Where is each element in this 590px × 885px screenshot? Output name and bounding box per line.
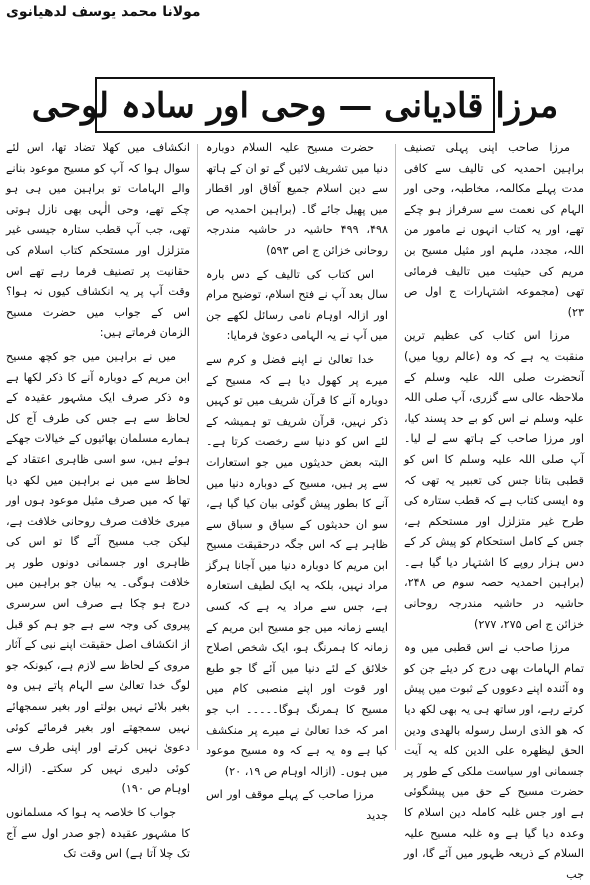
quote-paragraph: خدا تعالیٰ نے اپنے فضل و کرم سے میرے پر کھول دیا ہے کہ مسیح کے دوبارہ آنے کا قرآن شریف میں تو کہیں ذکر نہیں، قرآن شریف تو ہمیشہ کے لئے اس کو دنیا سے رخصت کرتا ہے۔ البتہ بعض حدیثوں میں جو استعارات سے پر ہیں، مسیح کے دوبارہ دنیا میں آنے کا بطور پیش گوئی بیان کیا گیا ہے، سو ان حدیثوں کے سیاق و سباق سے ظاہر ہے کہ اس جگہ درحقیقت مسیح ابن مریم کا دوبارہ دنیا میں آجانا ہرگز مراد نہیں، بلکہ یہ ایک لطیف استعارہ ہے، جس سے مراد یہ ہے کہ کسی ایسے زمانہ میں جو مسیح ابن مریم کے زمانہ کا ہمرنگ ہو، ایک شخص اصلاح خلائق کے لئے دنیا میں آئے گا جو طبع اور قوت اور اپنے منصبی کام میں مسیح کا ہمرنگ ہوگا۔۔۔۔۔ اب جو امر کہ خدا تعالیٰ نے میرے پر منکشف کیا ہے وہ یہ ہے کہ وہ مسیح موعود میں ہوں۔ (ازالہ اوہام ص ۱۹، ۲۰) xyxy=(206,352,388,778)
column-divider xyxy=(197,144,198,750)
column-right xyxy=(404,138,584,881)
column-divider xyxy=(395,144,396,750)
column-middle xyxy=(206,138,388,822)
article-title-box xyxy=(31,77,559,133)
quote-paragraph: میں نے براہین میں جو کچھ مسیح ابن مریم کے دوبارہ آنے کا ذکر لکھا ہے وہ ذکر صرف ایک مشہور عقیدہ کے لحاظ سے ہے جس کی طرف آج کل ہمارے مسلمان بھائیوں کے خیالات جھکے ہوئے ہیں، سو اسی ظاہری اعتقاد کے لحاظ سے میں نے براہین میں لکھ دیا تھا کہ میں صرف مثیل موعود ہوں اور میری خلافت صرف روحانی خلافت ہے، لیکن جب مسیح آئے گا تو اس کی ظاہری اور جسمانی دونوں طور پر خلافت ہوگی۔ یہ بیان جو براہین میں درج ہو چکا ہے صرف اس سرسری پیروی کی وجہ سے ہے جو ہم کو قبل از انکشاف اصل حقیقت اپنے نبی کے آثار مروی کے لحاظ سے لازم ہے، کیونکہ جو لوگ خدا تعالیٰ سے الہام پاتے ہیں وہ بغیر بلائے نہیں بولتے اور بغیر سمجھائے نہیں سمجھتے اور بغیر فرمائے کوئی دعویٰ نہیں کرتے اور اپنی طرف سے کوئی دلیری نہیں کر سکتے۔ (ازالہ اوہام ص ۱۹۰) xyxy=(6,349,190,796)
article-body xyxy=(6,138,584,881)
paragraph: مرزا اس کتاب کی عظیم ترین منقبت یہ ہے کہ وہ (عالم رویا میں) آنحضرت صلی اللہ علیہ وسلم کے ملاحظہ عالی سے گزری، آپ صلی اللہ علیہ وسلم نے اس کو بے حد پسند کیا، اور مرزا صاحب کے ہاتھ سے لے لیا۔ آپ صلی اللہ علیہ وسلم کا اس کو قطبی بتانا جس کی تعبیر یہ تھی کہ وہ ایسی کتاب ہے کہ قطب ستارہ کی طرح غیر متزلزل اور مستحکم ہے، جس کے کامل استحکام کو پیش کر کے دس ہزار روپے کا اشتہار دیا گیا ہے۔ (براہین احمدیہ حصہ سوم ص ۲۴۸، حاشیہ در حاشیہ مندرجہ روحانی خزائن ج اص ۲۷۵، ۲۷۷) xyxy=(404,329,584,631)
paragraph: جواب کا خلاصہ یہ ہوا کہ مسلمانوں کا مشہور عقیدہ (جو صدر اول سے آج تک چلا آتا ہے) اس وقت تک xyxy=(6,806,190,861)
paragraph: انکشاف میں کھلا تضاد تھا، اس لئے سوال ہوا کہ آپ کو مسیح موعود بنانے والے الہامات تو براہین میں ہی ہو چکے تھے، وحی الٰہی بھی نازل ہوتی تھی، جب آپ قطب ستارہ جیسی غیر متزلزل اور مستحکم کتاب اسلام کی حقانیت پر تصنیف فرما رہے تھے اس وقت آپ پر یہ انکشاف کیوں نہ ہوا؟ اس کے جواب میں حضرت مسیح الزمان فرماتے ہیں: xyxy=(6,141,190,340)
author-name: مولانا محمد یوسف لدھیانوی xyxy=(6,4,201,20)
paragraph: حضرت مسیح علیہ السلام دوبارہ دنیا میں تشریف لائیں گے تو ان کے ہاتھ سے دین اسلام جمیع آفاق اور اقطار میں پھیل جائے گا۔ (براہین احمدیہ ص ۴۹۸، ۴۹۹ حاشیہ در حاشیہ مندرجہ روحانی خزائن ج اص ۵۹۳) xyxy=(206,141,388,257)
paragraph: مرزا صاحب کے پہلے موقف اور اس جدید xyxy=(206,788,388,822)
paragraph: مرزا صاحب اپنی پہلی تصنیف براہین احمدیہ کی تالیف سے کافی مدت پہلے مکالمہ، مخاطبہ، وحی اور الہام کی نعمت سے سرفراز ہو چکے تھے، اور یہ کتاب انہوں نے مامور من اللہ، مجدد، ملہم اور مثیل مسیح بن مریم کی حیثیت میں تالیف فرمائی تھی (مجموعہ اشتہارات ج اول ص ۲۳) xyxy=(404,141,584,319)
column-left xyxy=(6,138,190,861)
paragraph: اس کتاب کی تالیف کے دس بارہ سال بعد آپ نے فتح اسلام، توضیح مرام اور ازالہ اوہام نامی رسائل لکھے جن میں آپ نے یہ الہامی دعویٰ فرمایا: xyxy=(206,267,388,343)
paragraph: مرزا صاحب نے اس قطبی میں وہ تمام الہامات بھی درج کر دیئے جن کو وہ آئندہ اپنے دعووں کے ثبوت میں پیش کرتے رہے، اور ساتھ ہی یہ بھی لکھ دیا کہ هو الذی ارسل رسوله بالهدی ودین الحق لیظهره علی الدین کله یہ آیت جسمانی اور سیاست ملکی کے طور پر حضرت مسیح کے حق میں پیشگوئی ہے اور جس غلبہ کاملہ دین اسلام کا وعدہ دیا گیا ہے وہ غلبہ مسیح علیہ السلام کے ذریعہ ظہور میں آئے گا، اور جب xyxy=(404,641,584,881)
article-title: مرزا قادیانی — وحی اور سادہ لوحی xyxy=(31,85,559,126)
